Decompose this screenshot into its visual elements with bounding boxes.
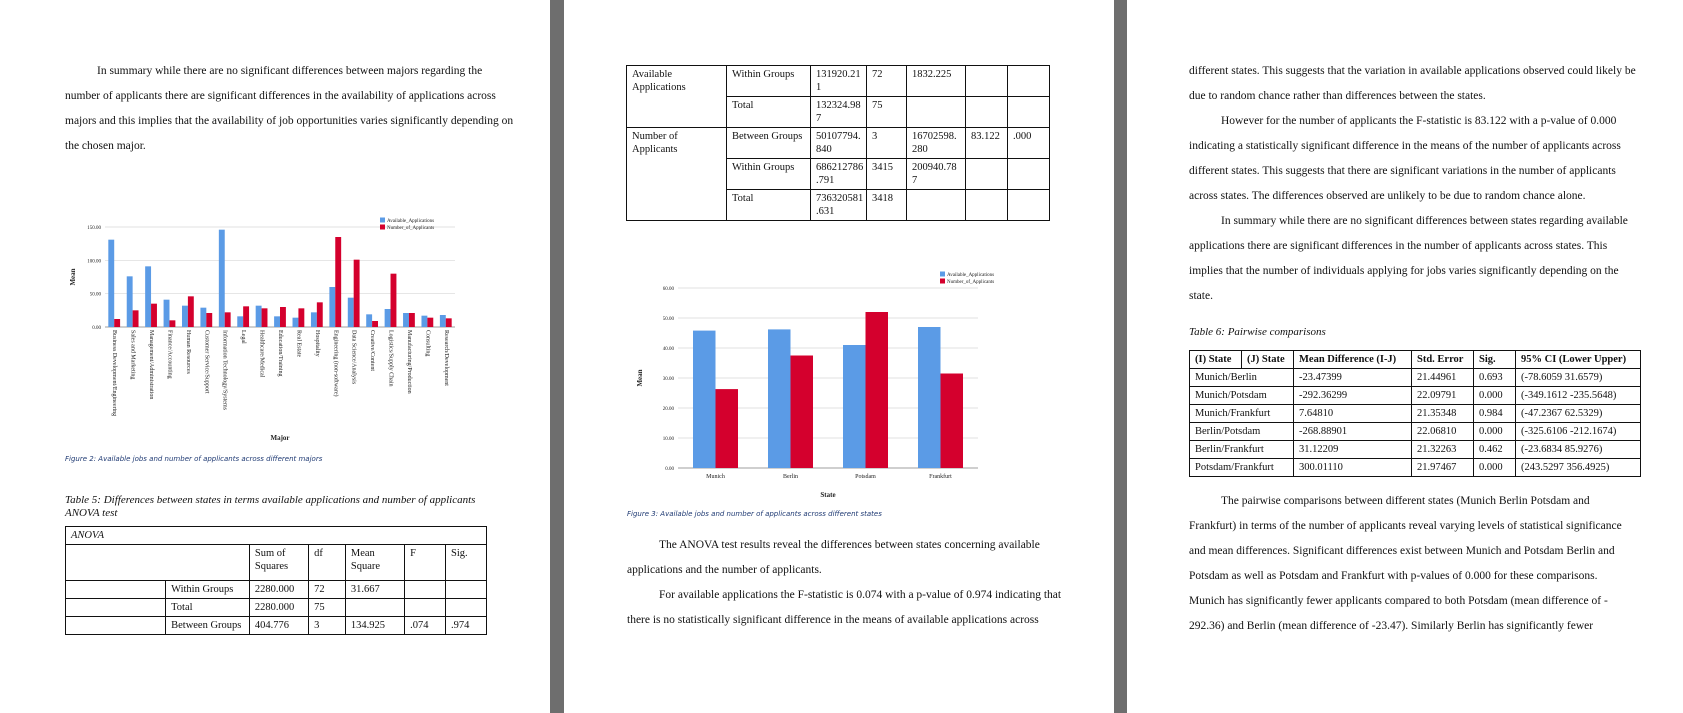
bar	[256, 306, 262, 327]
text-line: there is no statistically significant difference in the means of available applications across	[627, 614, 1039, 626]
table-cell: Available Applications	[627, 66, 727, 128]
x-category-label: Sales and Marketing	[129, 330, 136, 380]
x-category-label: Berlin	[783, 474, 798, 480]
majors-chart-svg	[60, 212, 460, 447]
text-line: due to random chance rather than differences between the states.	[1189, 90, 1486, 102]
bar	[188, 296, 194, 327]
table-cell: 134.925	[345, 617, 404, 635]
table-header-row	[66, 545, 487, 581]
bar	[403, 313, 409, 327]
table-cell: -292.36299	[1294, 387, 1412, 405]
table-row	[1190, 441, 1641, 459]
table-cell	[966, 159, 1008, 190]
table-cell: .074	[405, 617, 446, 635]
table-cell: 21.97467	[1412, 459, 1474, 477]
y-tick-label: 100.00	[87, 259, 101, 265]
document-page-3	[1127, 0, 1683, 713]
text-line: However for the number of applicants the F-statistic is 83.122 with a p-value of 0.000	[1221, 115, 1617, 127]
bar	[866, 312, 889, 468]
x-category-label: Potsdam	[855, 474, 876, 480]
table-cell	[1008, 190, 1050, 221]
table-cell: (243.5297 356.4925)	[1516, 459, 1641, 477]
table-cell: 3415	[867, 159, 907, 190]
table-cell: 21.32263	[1412, 441, 1474, 459]
bar	[151, 304, 157, 327]
table-cell: Berlin/Frankfurt	[1190, 441, 1294, 459]
text-line: In summary while there are no significant differences between states regarding available	[1221, 215, 1628, 227]
table-cell: 0.000	[1474, 387, 1516, 405]
table-5-caption-line: Table 5: Differences between states in terms available applications and number of applicants	[65, 494, 476, 506]
table-cell: (-349.1612 -235.5648)	[1516, 387, 1641, 405]
x-category-label: Business Development/Engineering	[111, 330, 118, 417]
bar	[169, 320, 175, 327]
table-cell: 300.01110	[1294, 459, 1412, 477]
y-axis-title: Mean	[69, 268, 77, 286]
text-line: 292.36) and Berlin (mean difference of -23.47). Similarly Berlin has significantly fewer	[1189, 620, 1594, 632]
bar	[768, 329, 791, 468]
table-header-cell: Sum of Squares	[249, 545, 308, 581]
table-cell: Munich/Frankfurt	[1190, 405, 1294, 423]
table-cell: 7.64810	[1294, 405, 1412, 423]
table-cell	[66, 617, 166, 635]
x-category-label: Creative/Content	[369, 330, 376, 371]
table-row	[1190, 387, 1641, 405]
table-5-caption-line: ANOVA test	[65, 507, 118, 519]
table-cell: Between Groups	[727, 128, 811, 159]
table-cell: 132324.98 7	[811, 97, 867, 128]
table-cell: 0.000	[1474, 459, 1516, 477]
table-cell: 686212786 .791	[811, 159, 867, 190]
table-header-cell	[66, 545, 250, 581]
text-line: across states. The differences observed are unlikely to be due to random chance alone.	[1189, 190, 1586, 202]
legend-label: Available_Applications	[387, 219, 435, 224]
majors-bar-chart	[60, 212, 460, 452]
table-cell: Berlin/Potsdam	[1190, 423, 1294, 441]
table-header-cell: Mean Difference (I-J)	[1294, 351, 1412, 369]
y-tick-label: 0.00	[665, 467, 674, 472]
text-line: applications there are significant differences in the number of applicants across states. This	[1189, 240, 1608, 252]
text-line: the chosen major.	[65, 140, 146, 152]
x-axis-title: Major	[270, 434, 290, 442]
table-cell: 2280.000	[249, 599, 308, 617]
table-header-cell: Sig.	[1474, 351, 1516, 369]
table-cell: Total	[727, 190, 811, 221]
x-category-label: Research/Development	[442, 330, 449, 386]
table-cell: 22.06810	[1412, 423, 1474, 441]
bar	[237, 316, 243, 327]
table-cell: Number of Applicants	[627, 128, 727, 221]
table-cell	[446, 599, 487, 617]
y-tick-label: 50.00	[89, 292, 101, 298]
table-6-caption: Table 6: Pairwise comparisons	[1189, 326, 1326, 338]
table-cell	[446, 581, 487, 599]
table-cell: 3	[867, 128, 907, 159]
y-tick-label: 50.00	[662, 317, 674, 322]
bar	[716, 389, 739, 468]
bar	[298, 308, 304, 327]
bar	[127, 276, 133, 327]
text-line: The ANOVA test results reveal the differences between states concerning available	[659, 539, 1040, 551]
bar	[348, 298, 354, 327]
y-tick-label: 10.00	[662, 437, 674, 442]
bar	[145, 266, 151, 327]
text-line: indicating a statistically significant difference in the means of the number of applicants across	[1189, 140, 1621, 152]
table-cell: -268.88901	[1294, 423, 1412, 441]
pairwise-paragraph	[1189, 489, 1622, 639]
table-header-cell: Mean Square	[345, 545, 404, 581]
x-category-label: Legal	[240, 330, 247, 344]
document-page-2	[564, 0, 1114, 713]
x-category-label: Human Resources	[184, 330, 191, 374]
y-tick-label: 60.00	[662, 287, 674, 292]
bar	[293, 318, 299, 327]
table-cell: 21.35348	[1412, 405, 1474, 423]
bar	[108, 240, 114, 327]
table-cell: 131920.21 1	[811, 66, 867, 97]
bar	[843, 345, 866, 468]
table-cell: .974	[446, 617, 487, 635]
table-header-row	[1190, 351, 1641, 369]
text-line: and mean differences. Significant differences exist between Munich and Potsdam Berlin and	[1189, 545, 1615, 557]
x-category-label: Real Estate	[295, 330, 302, 358]
table-cell: Total	[727, 97, 811, 128]
bar	[200, 308, 206, 327]
table-row	[66, 599, 487, 617]
x-category-label: Healthcare/Medical	[258, 330, 265, 378]
table-cell: 1832.225	[907, 66, 966, 97]
table-cell: 72	[867, 66, 907, 97]
table-cell	[405, 581, 446, 599]
bar	[791, 356, 814, 469]
legend-label: Number_of_Applicants	[387, 226, 435, 231]
bar	[182, 306, 188, 327]
table-5-caption	[65, 494, 475, 520]
table-cell: 16702598. 280	[907, 128, 966, 159]
table-title: ANOVA	[66, 527, 487, 545]
bar	[440, 315, 446, 327]
table-header-cell: Sig.	[446, 545, 487, 581]
table-cell: Within Groups	[166, 581, 250, 599]
table-cell: 31.667	[345, 581, 404, 599]
text-line: different states. This suggests that there are significant variations in the number of applicants	[1189, 165, 1616, 177]
bar	[219, 230, 225, 327]
table-header-cell: Std. Error	[1412, 351, 1474, 369]
table-title-row	[66, 527, 487, 545]
legend-swatch	[940, 272, 945, 277]
table-cell: 0.984	[1474, 405, 1516, 423]
text-line: The pairwise comparisons between different states (Munich Berlin Potsdam and	[1221, 495, 1590, 507]
bar	[114, 319, 120, 327]
table-cell: 31.12209	[1294, 441, 1412, 459]
bar	[366, 314, 372, 327]
bar	[311, 312, 317, 327]
bar	[941, 374, 964, 469]
legend-swatch	[940, 279, 945, 284]
figure-3-caption: Figure 3: Available jobs and number of applicants across different states	[627, 510, 882, 518]
bar	[372, 321, 378, 327]
x-category-label: Munich	[706, 474, 725, 480]
table-cell: (-47.2367 62.5329)	[1516, 405, 1641, 423]
table-header-cell: F	[405, 545, 446, 581]
bar	[693, 331, 716, 468]
bar	[427, 318, 433, 327]
table-cell: 22.09791	[1412, 387, 1474, 405]
text-line: majors and this implies that the availability of job opportunities varies significantly depending on	[65, 115, 514, 127]
x-category-label: Hospitality	[313, 330, 320, 357]
bar	[243, 306, 249, 327]
table-cell	[907, 190, 966, 221]
table-cell	[66, 599, 166, 617]
table-cell	[966, 66, 1008, 97]
x-axis-title: State	[820, 491, 836, 499]
table-cell: 736320581 .631	[811, 190, 867, 221]
summary-paragraph	[65, 59, 513, 159]
states-chart-svg	[622, 268, 1002, 504]
table-cell: Munich/Potsdam	[1190, 387, 1294, 405]
table-cell	[1008, 97, 1050, 128]
table-row	[1190, 405, 1641, 423]
table-row	[1190, 459, 1641, 477]
anova-table-5-continued	[626, 65, 1050, 221]
table-cell: 200940.78 7	[907, 159, 966, 190]
bar	[262, 308, 268, 327]
table-cell: 3418	[867, 190, 907, 221]
table-row	[1190, 423, 1641, 441]
anova-table-5	[65, 526, 487, 635]
document-page-1	[0, 0, 550, 713]
text-line: In summary while there are no significant differences between majors regarding the	[97, 65, 483, 77]
table-row	[66, 617, 487, 635]
table-cell	[1008, 159, 1050, 190]
bar	[446, 318, 452, 327]
x-category-label: Information Technology/Systems	[221, 330, 228, 410]
table-cell: Within Groups	[727, 159, 811, 190]
bar	[329, 287, 335, 327]
table-cell: 83.122	[966, 128, 1008, 159]
table-cell: Total	[166, 599, 250, 617]
table-cell: Munich/Berlin	[1190, 369, 1294, 387]
text-line: For available applications the F-statistic is 0.074 with a p-value of 0.974 indicating that	[659, 589, 1062, 601]
text-line: implies that the number of individuals applying for jobs varies significantly depending on the	[1189, 265, 1619, 277]
table-cell	[66, 581, 166, 599]
table-cell: -23.47399	[1294, 369, 1412, 387]
table-cell	[907, 97, 966, 128]
x-category-label: Data Science/Analysis	[350, 330, 357, 385]
table-row	[627, 128, 1050, 159]
table-cell: 75	[867, 97, 907, 128]
x-category-label: Finance/Accounting	[166, 330, 173, 379]
table-header-cell: (I) State	[1190, 351, 1242, 369]
table-cell	[966, 97, 1008, 128]
table-cell: 2280.000	[249, 581, 308, 599]
table-row	[1190, 369, 1641, 387]
table-cell	[1008, 66, 1050, 97]
text-line: Frankfurt) in terms of the number of applicants reveal varying levels of statistical significance	[1189, 520, 1622, 532]
table-header-cell: 95% CI (Lower Upper)	[1516, 351, 1641, 369]
table-cell: 75	[309, 599, 346, 617]
pairwise-comparisons-table	[1189, 350, 1641, 477]
text-line: number of applicants there are significant differences in the availability of applications across	[65, 90, 496, 102]
table-header-cell: df	[309, 545, 346, 581]
table-row	[66, 581, 487, 599]
table-cell: (-325.6106 -212.1674)	[1516, 423, 1641, 441]
table-cell: Within Groups	[727, 66, 811, 97]
table-cell	[345, 599, 404, 617]
table-cell: 0.000	[1474, 423, 1516, 441]
legend-swatch	[380, 218, 385, 223]
bar	[133, 310, 139, 327]
x-category-label: Customer Service/Support	[203, 330, 210, 394]
x-category-label: Frankfurt	[929, 474, 952, 480]
bar	[274, 316, 280, 327]
table-row	[627, 66, 1050, 97]
table-cell: 0.693	[1474, 369, 1516, 387]
table-cell: .000	[1008, 128, 1050, 159]
table-cell: 3	[309, 617, 346, 635]
bar	[225, 312, 231, 327]
bar	[385, 309, 391, 327]
legend-label: Available_Applications	[947, 273, 995, 278]
y-axis-title: Mean	[636, 369, 644, 387]
text-line: different states. This suggests that the variation in available applications observed could likely be	[1189, 65, 1636, 77]
bar	[918, 327, 941, 468]
bar	[354, 260, 360, 327]
x-category-label: Management/Administration	[148, 330, 155, 400]
bar	[280, 307, 286, 327]
bar	[317, 302, 323, 327]
table-cell: 50107794. 840	[811, 128, 867, 159]
states-bar-chart	[622, 268, 1002, 509]
x-category-label: Education/Training	[277, 330, 283, 377]
bar	[409, 313, 415, 327]
text-line: state.	[1189, 290, 1213, 302]
table-cell: Between Groups	[166, 617, 250, 635]
table-cell	[966, 190, 1008, 221]
y-tick-label: 150.00	[87, 226, 101, 231]
table-cell: (-78.6059 31.6579)	[1516, 369, 1641, 387]
text-line: applications and the number of applicants.	[627, 564, 822, 576]
anova-results-paragraph	[627, 533, 1061, 633]
x-category-label: Manufacturing/Production	[405, 330, 412, 394]
x-category-label: Logistics/Supply Chain	[387, 330, 394, 387]
bar	[164, 300, 170, 327]
x-category-label: Consulting	[424, 330, 431, 357]
legend-swatch	[380, 225, 385, 230]
table-cell: Potsdam/Frankfurt	[1190, 459, 1294, 477]
text-line: Potsdam as well as Potsdam and Frankfurt with p-values of 0.000 for these comparisons.	[1189, 570, 1598, 582]
table-cell: 404.776	[249, 617, 308, 635]
y-tick-label: 40.00	[662, 347, 674, 352]
table-cell	[405, 599, 446, 617]
y-tick-label: 0.00	[92, 326, 101, 331]
figure-2-caption: Figure 2: Available jobs and number of applicants across different majors	[65, 455, 323, 463]
text-line: Munich has significantly fewer applicants compared to both Potsdam (mean difference of -	[1189, 595, 1608, 607]
bar	[335, 237, 341, 327]
y-tick-label: 20.00	[662, 407, 674, 412]
table-cell: 0.462	[1474, 441, 1516, 459]
table-cell: (-23.6834 85.9276)	[1516, 441, 1641, 459]
table-header-cell: (J) State	[1242, 351, 1294, 369]
table-cell: 72	[309, 581, 346, 599]
states-summary-paragraph	[1189, 59, 1636, 309]
y-tick-label: 30.00	[662, 377, 674, 382]
legend-label: Number_of_Applicants	[947, 280, 995, 285]
x-category-label: Engineering (non-software)	[332, 330, 339, 397]
table-cell: 21.44961	[1412, 369, 1474, 387]
bar	[206, 313, 212, 327]
bar	[391, 274, 397, 327]
bar	[421, 316, 427, 327]
